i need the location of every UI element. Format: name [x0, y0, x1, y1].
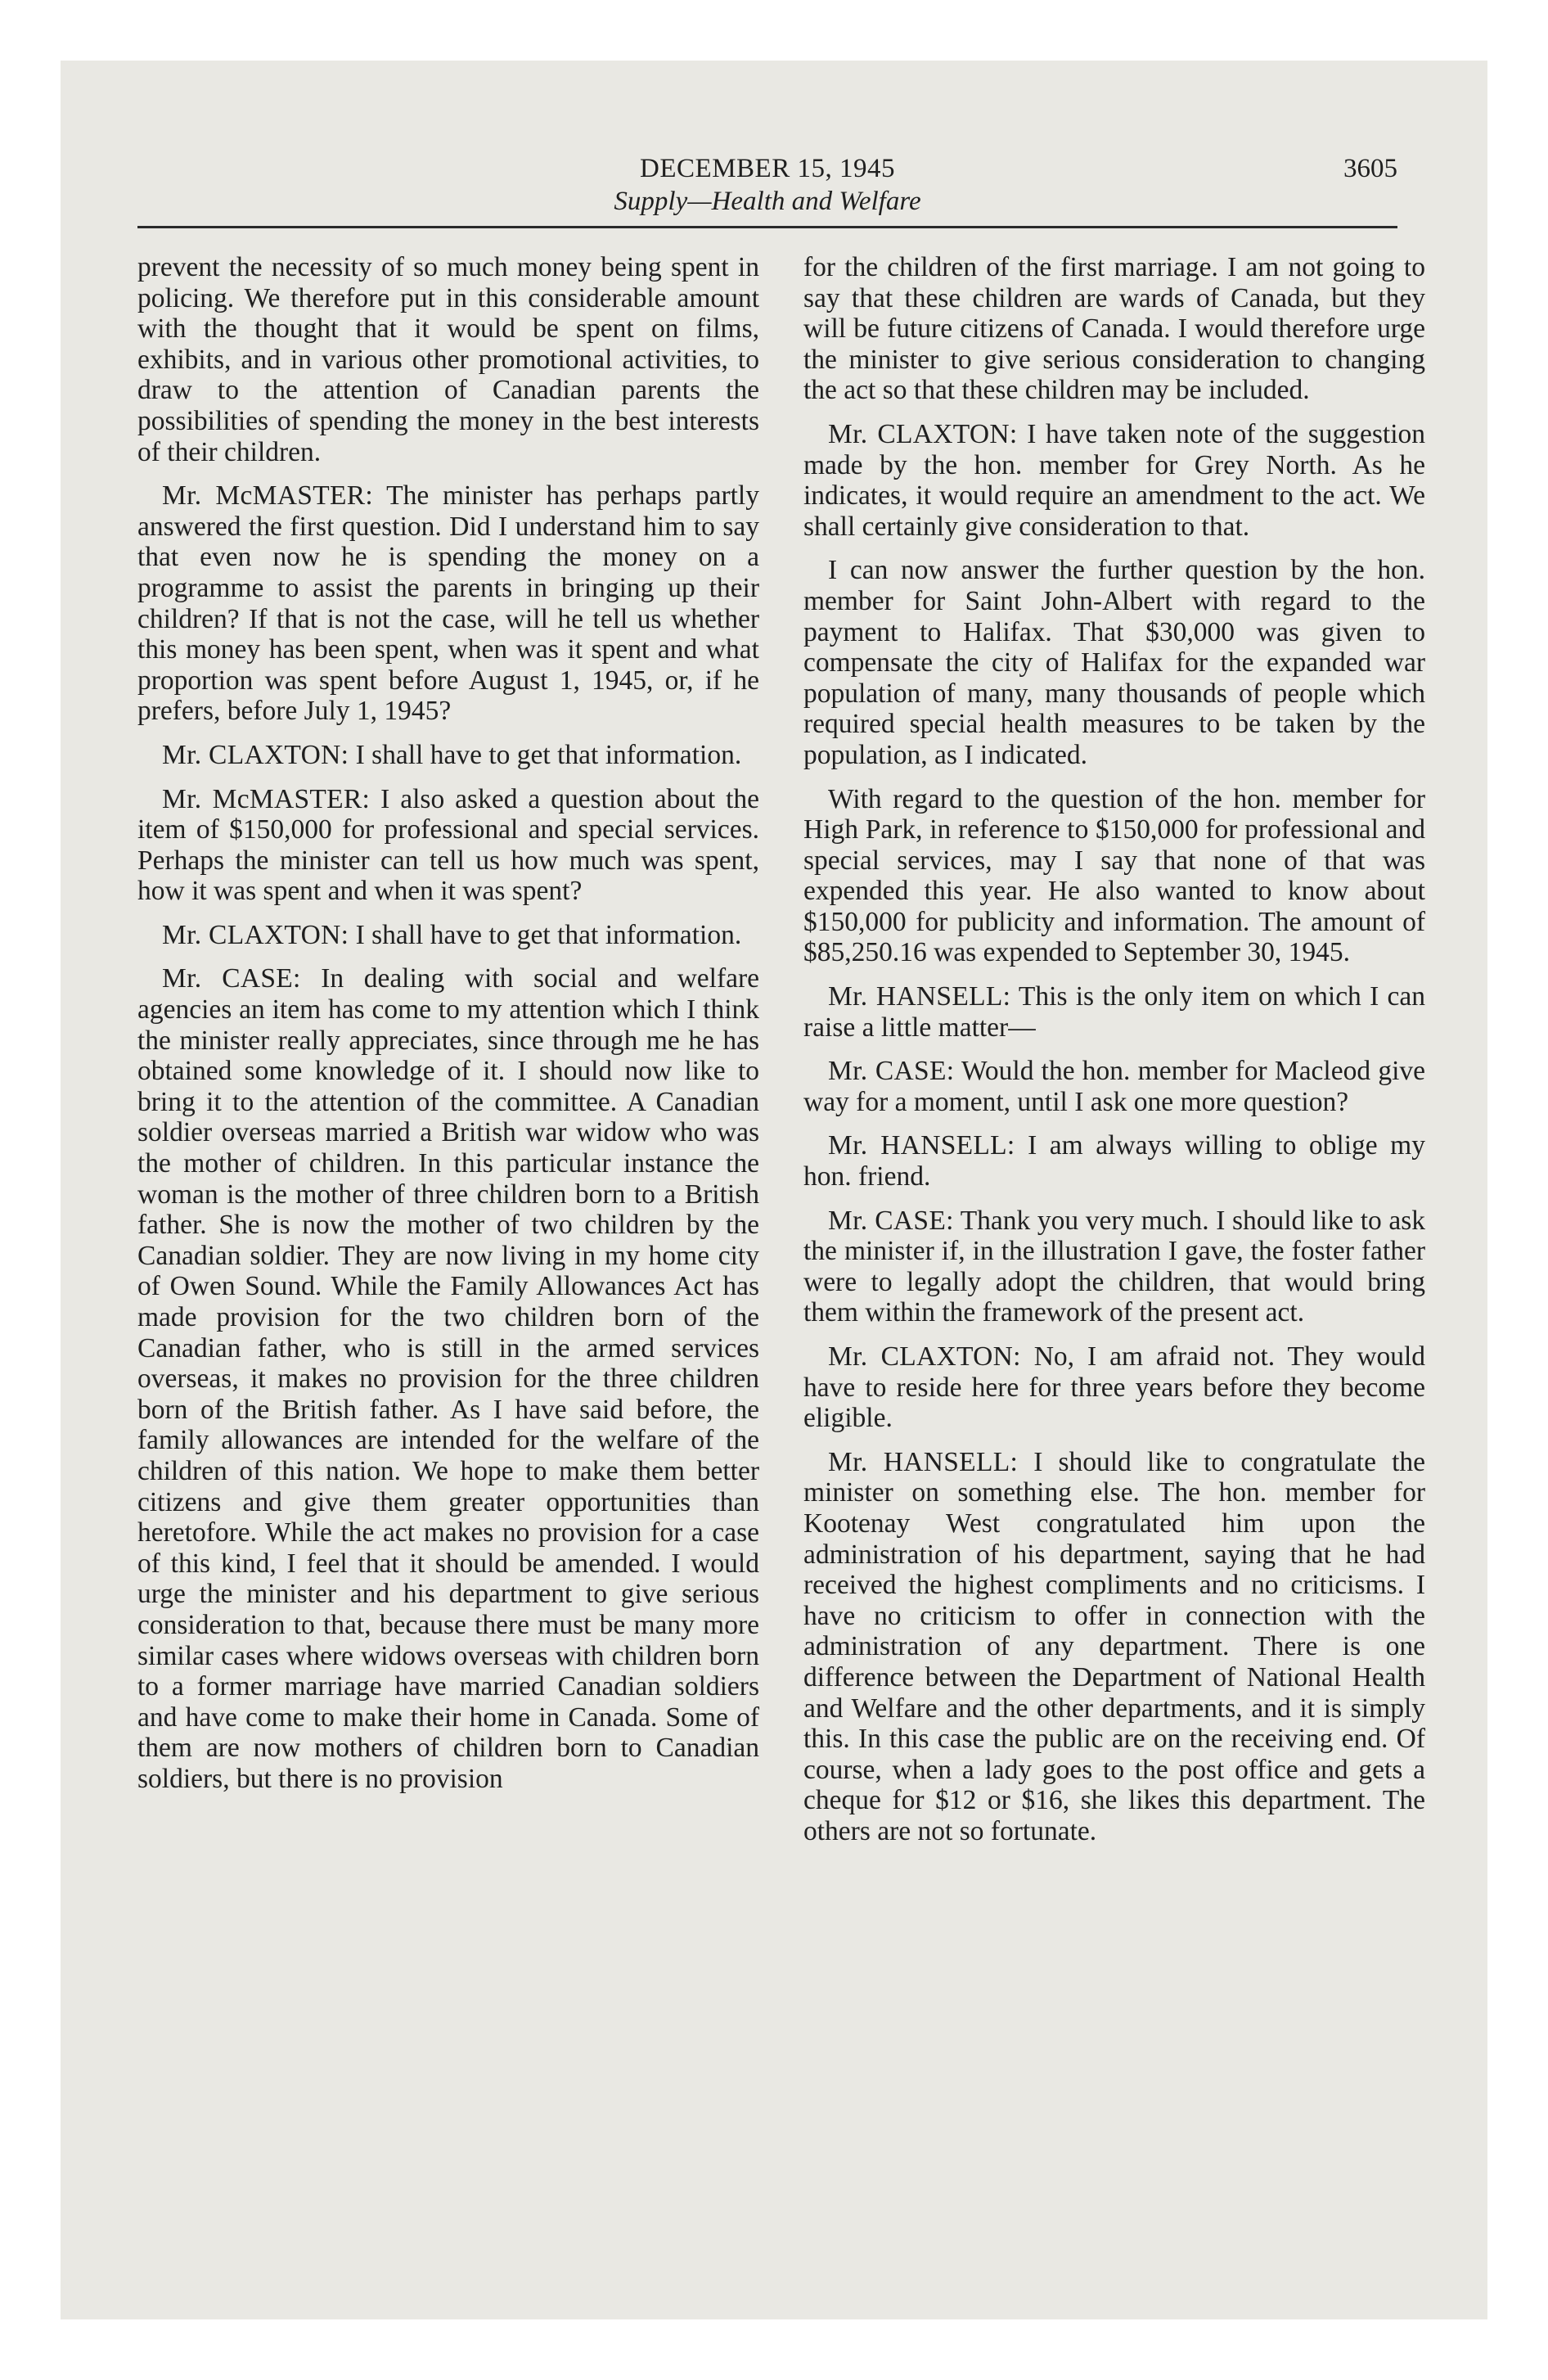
- paragraph-text: for the children of the first marriage. I am not going to say that these children are wards of Canada, but they will be future citizens of Canada. I would therefore urge the minister to give serious consideration to changing the act so that these children may be included.: [803, 252, 1425, 406]
- page-header: [137, 154, 1397, 219]
- paragraph: [803, 981, 1425, 1043]
- header-subtitle: Supply—Health and Welfare: [614, 187, 921, 216]
- speaker-name: Mr. HANSELL:: [828, 981, 1011, 1012]
- speaker-name: Mr. CLAXTON:: [162, 739, 349, 770]
- paragraph: [803, 1447, 1425, 1847]
- paragraph: [803, 1130, 1425, 1192]
- speaker-name: Mr. CLAXTON:: [162, 919, 349, 950]
- paragraph-text: I can now answer the further question by the hon. member for Saint John-Albert with regard to the payment to Halifax. That $30,000 was given to compensate the city of Halifax for the expanded war population of many, many thousands of people which required special health measures to be taken by the population, as I indicated.: [803, 555, 1425, 770]
- header-rule: [137, 226, 1397, 228]
- paragraph: [803, 555, 1425, 770]
- speaker-name: Mr. McMASTER:: [162, 480, 373, 512]
- paragraph-text: I also asked a question about the item of $150,000 for professional and special services. Perhaps the minister can tell us how much was spent, how it was spent and when it was spent?: [137, 783, 760, 907]
- paragraph-text: I shall have to get that information.: [355, 919, 742, 950]
- paragraph-text: I should like to congratulate the minister on something else. The hon. member for Kootenay West congratulated him upon the administration of his department, saying that he had received the highest compliments and no criticisms. I have no criticism to offer in connection with the administration of any department. There is one difference between the Department of National Health and Welfare and the other departments, and it is simply this. In this case the public are on the receiving end. Of course, when a lady goes to the post office and gets a cheque for $12 or $16, she likes this department. The others are not so fortunate.: [803, 1446, 1425, 1846]
- speaker-name: Mr. HANSELL:: [828, 1130, 1015, 1161]
- paragraph: [803, 419, 1425, 542]
- paragraph: [137, 740, 759, 771]
- paragraph: [137, 784, 759, 907]
- paragraph: [803, 784, 1425, 969]
- paragraph-text: Would the hon. member for Macleod give way for a moment, until I ask one more question?: [803, 1056, 1425, 1117]
- paragraph: [803, 1056, 1425, 1117]
- paragraph: [137, 252, 759, 467]
- paragraph: [137, 920, 759, 951]
- paragraph-text: I shall have to get that information.: [355, 739, 742, 770]
- header-date: DECEMBER 15, 1945: [640, 154, 895, 183]
- paragraph-text: In dealing with social and welfare agencies an item has come to my attention which I think the minister really appreciates, since through me he has obtained some knowledge of it. I should now like to bring it to the attention of the committee. A Canadian soldier overseas married a British war widow who was the mother of children. In this particular instance the woman is the mother of three children born to a British father. She is now the mother of two children by the Canadian soldier. They are now living in my home city of Owen Sound. While the Family Allowances Act has made provision for the two children born of the Canadian father, who is still in the armed services overseas, it makes no provision for the three children born of the British father. As I have said before, the family allowances are intended for the welfare of the children of this nation. We hope to make them better citizens and give them greater opportunities than heretofore. While the act makes no provision for a case of this kind, I feel that it should be amended. I would urge the minister and his department to give serious consideration to that, because there must be many more similar cases where widows overseas with children born to a former marriage have married Canadian soldiers and have come to make their home in Canada. Some of them are now mothers of children born to Canadian soldiers, but there is no provision: [137, 963, 760, 1794]
- speaker-name: Mr. CASE:: [162, 963, 301, 994]
- paragraph-text: prevent the necessity of so much money being spent in policing. We therefore put in this considerable amount with the thought that it would be spent on films, exhibits, and in various other promotional activities, to draw to the attention of Canadian parents the possibilities of spending the money in the best interests of their children.: [137, 252, 759, 467]
- speaker-name: Mr. CASE:: [828, 1205, 954, 1236]
- paragraph-text: This is the only item on which I can raise a little matter—: [803, 981, 1425, 1043]
- paragraph: [803, 1206, 1425, 1328]
- speaker-name: Mr. CLAXTON:: [828, 1341, 1021, 1372]
- paragraph-text: With regard to the question of the hon. member for High Park, in reference to $150,000 for professional and special services, may I say that none of that was expended this year. He also wanted to know about $150,000 for publicity and information. The amount of $85,250.16 was expended to September 30, 1945.: [803, 783, 1425, 968]
- paragraph-text: The minister has perhaps partly answered the first question. Did I understand him to say that even now he is spending the money on a programme to assist the parents in bringing up their children? If that is not the case, will he tell us whether this money has been spent, when was it spent and what proportion was spent before August 1, 1945, or, if he prefers, before July 1, 1945?: [137, 480, 759, 727]
- paragraph: [137, 480, 759, 727]
- speaker-name: Mr. CLAXTON:: [828, 418, 1018, 449]
- paragraph: [803, 252, 1425, 406]
- paragraph-text: Thank you very much. I should like to ask the minister if, in the illustration I gave, the foster father were to legally adopt the children, that would bring them within the framework of the present act.: [803, 1205, 1425, 1328]
- right-column: [803, 252, 1425, 1860]
- speaker-name: Mr. HANSELL:: [828, 1446, 1019, 1477]
- page-number: 3605: [1343, 154, 1397, 183]
- paragraph: [137, 963, 759, 1794]
- paragraph-text: I am always willing to oblige my hon. friend.: [803, 1130, 1425, 1192]
- paragraph-text: I have taken note of the suggestion made by the hon. member for Grey North. As he indicates, it would require an amendment to the act. We shall certainly give consideration to that.: [803, 418, 1426, 542]
- speaker-name: Mr. CASE:: [828, 1056, 955, 1087]
- left-column: [137, 252, 759, 1808]
- paragraph: [803, 1341, 1425, 1434]
- paragraph-text: No, I am afraid not. They would have to reside here for three years before they become eligible.: [803, 1341, 1426, 1434]
- speaker-name: Mr. McMASTER:: [162, 783, 371, 814]
